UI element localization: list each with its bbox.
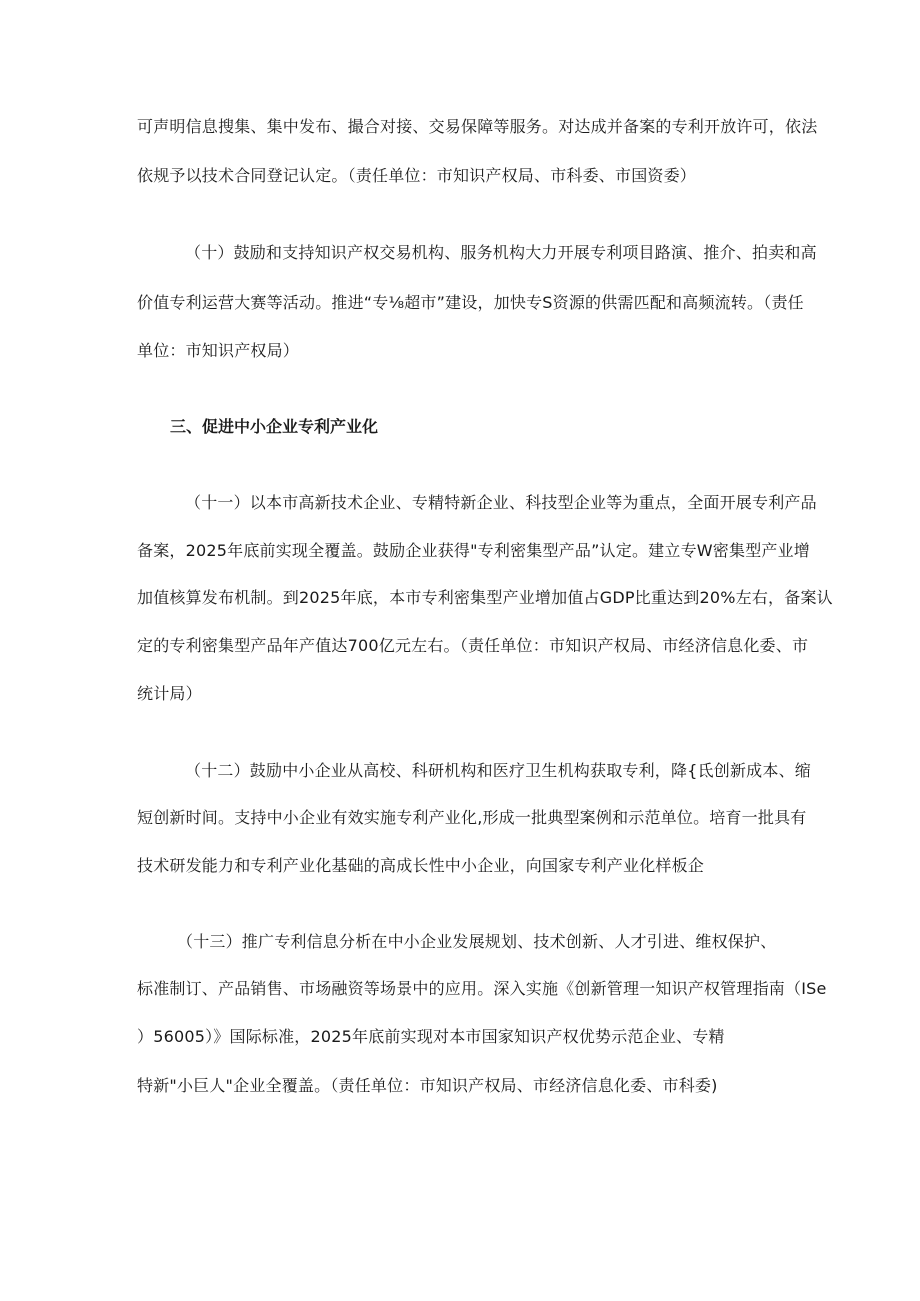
paragraph-11-line-2: 备案，2025年底前实现全覆盖。鼓励企业获得"专利密集型产品”认定。建立专W密集型产业增	[137, 541, 810, 560]
paragraph-continued-line-1: 可声明信息搜集、集中发布、撮合对接、交易保障等服务。对达成并备案的专利开放许可，依法	[137, 117, 818, 136]
paragraph-13-line-4: 特新"小巨人"企业全覆盖。（责任单位：市知识产权局、市经济信息化委、市科委)	[137, 1076, 718, 1095]
paragraph-10-line-3: 单位：市知识产权局）	[137, 341, 300, 360]
paragraph-11-line-5: 统计局）	[137, 684, 202, 703]
paragraph-11-line-3: 加值核算发布机制。到2025年底，本市专利密集型产业增加值占GDP比重达到20%左右，备案认	[137, 588, 833, 607]
paragraph-12-line-1: （十二）鼓励中小企业从高校、科研机构和医疗卫生机构获取专利，降{氐创新成本、缩	[185, 761, 811, 780]
section-3-heading: 三、促进中小企业专利产业化	[170, 417, 379, 436]
paragraph-12-line-3: 技术研发能力和专利产业化基础的高成长性中小企业，向国家专利产业化样板企	[137, 856, 705, 875]
paragraph-13-line-3: ）56005）》国际标准，2025年底前实现对本市国家知识产权优势示范企业、专精	[137, 1027, 725, 1046]
paragraph-10-line-2: 价值专利运营大赛等活动。推进“专⅛超市”建设，加快专S资源的供需匹配和高频流转。（责任	[137, 293, 804, 312]
paragraph-12-line-2: 短创新时间。支持中小企业有效实施专利产业化,形成一批典型案例和示范单位。培育一批具有	[137, 808, 807, 827]
paragraph-13-line-2: 标准制订、产品销售、市场融资等场景中的应用。深入实施《创新管理一知识产权管理指南（ISe	[137, 979, 827, 998]
paragraph-continued-line-2: 依规予以技术合同登记认定。（责任单位：市知识产权局、市科委、市国资委）	[137, 166, 697, 185]
paragraph-13-line-1: （十三）推广专利信息分析在中小企业发展规划、技术创新、人才引进、维权保护、	[177, 932, 777, 951]
paragraph-11-line-1: （十一）以本市高新技术企业、专精特新企业、科技型企业等为重点，全面开展专利产品	[185, 493, 817, 512]
paragraph-11-line-4: 定的专利密集型产品年产值达700亿元左右。（责任单位：市知识产权局、市经济信息化委、市	[137, 636, 809, 655]
paragraph-10-line-1: （十）鼓励和支持知识产权交易机构、服务机构大力开展专利项目路演、推介、拍卖和高	[185, 243, 817, 262]
